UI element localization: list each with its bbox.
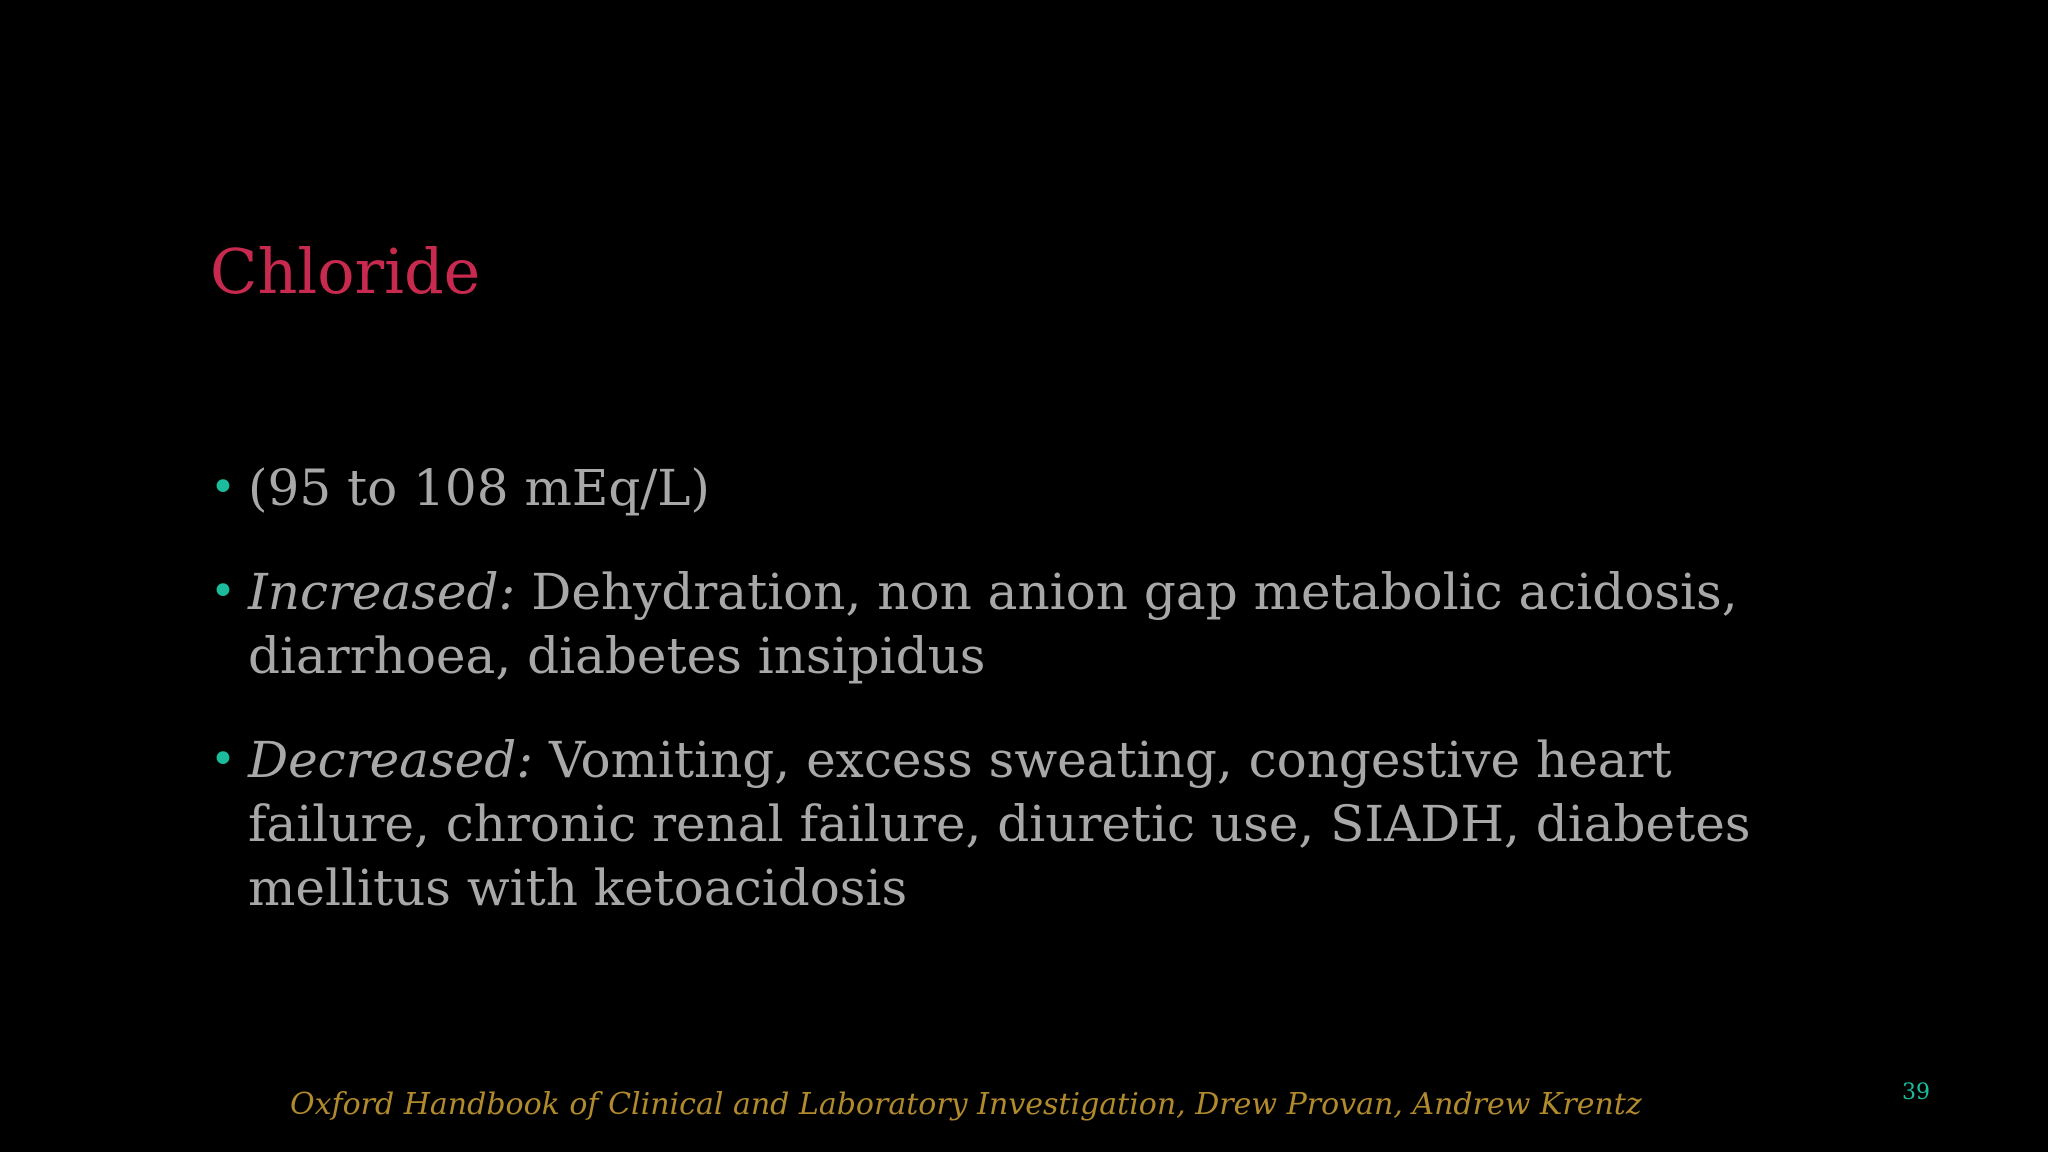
bullet-icon: • <box>210 734 236 785</box>
bullet-lead: Increased: <box>248 563 516 621</box>
bullet-text: Dehydration, non anion gap metabolic acidosis, diarrhoea, diabetes insipidus <box>248 563 1738 685</box>
bullet-text: Vomiting, excess sweating, congestive heart failure, chronic renal failure, diuretic use, SIADH, diabetes mellitus with ketoacidosis <box>248 731 1751 917</box>
source-citation: Oxford Handbook of Clinical and Laboratory Investigation, Drew Provan, Andrew Krentz <box>290 1087 1642 1122</box>
bullet-lead: Decreased: <box>248 731 534 789</box>
page-number: 39 <box>1902 1080 1930 1105</box>
bullet-item-increased <box>210 560 1770 688</box>
bullet-text: (95 to 108 mEq/L) <box>248 459 710 517</box>
bullet-icon: • <box>210 566 236 617</box>
bullet-list <box>210 456 1770 960</box>
bullet-icon: • <box>210 462 236 513</box>
bullet-item-decreased <box>210 728 1770 920</box>
bullet-item-reference-range <box>210 456 1770 520</box>
slide-title: Chloride <box>210 235 481 308</box>
